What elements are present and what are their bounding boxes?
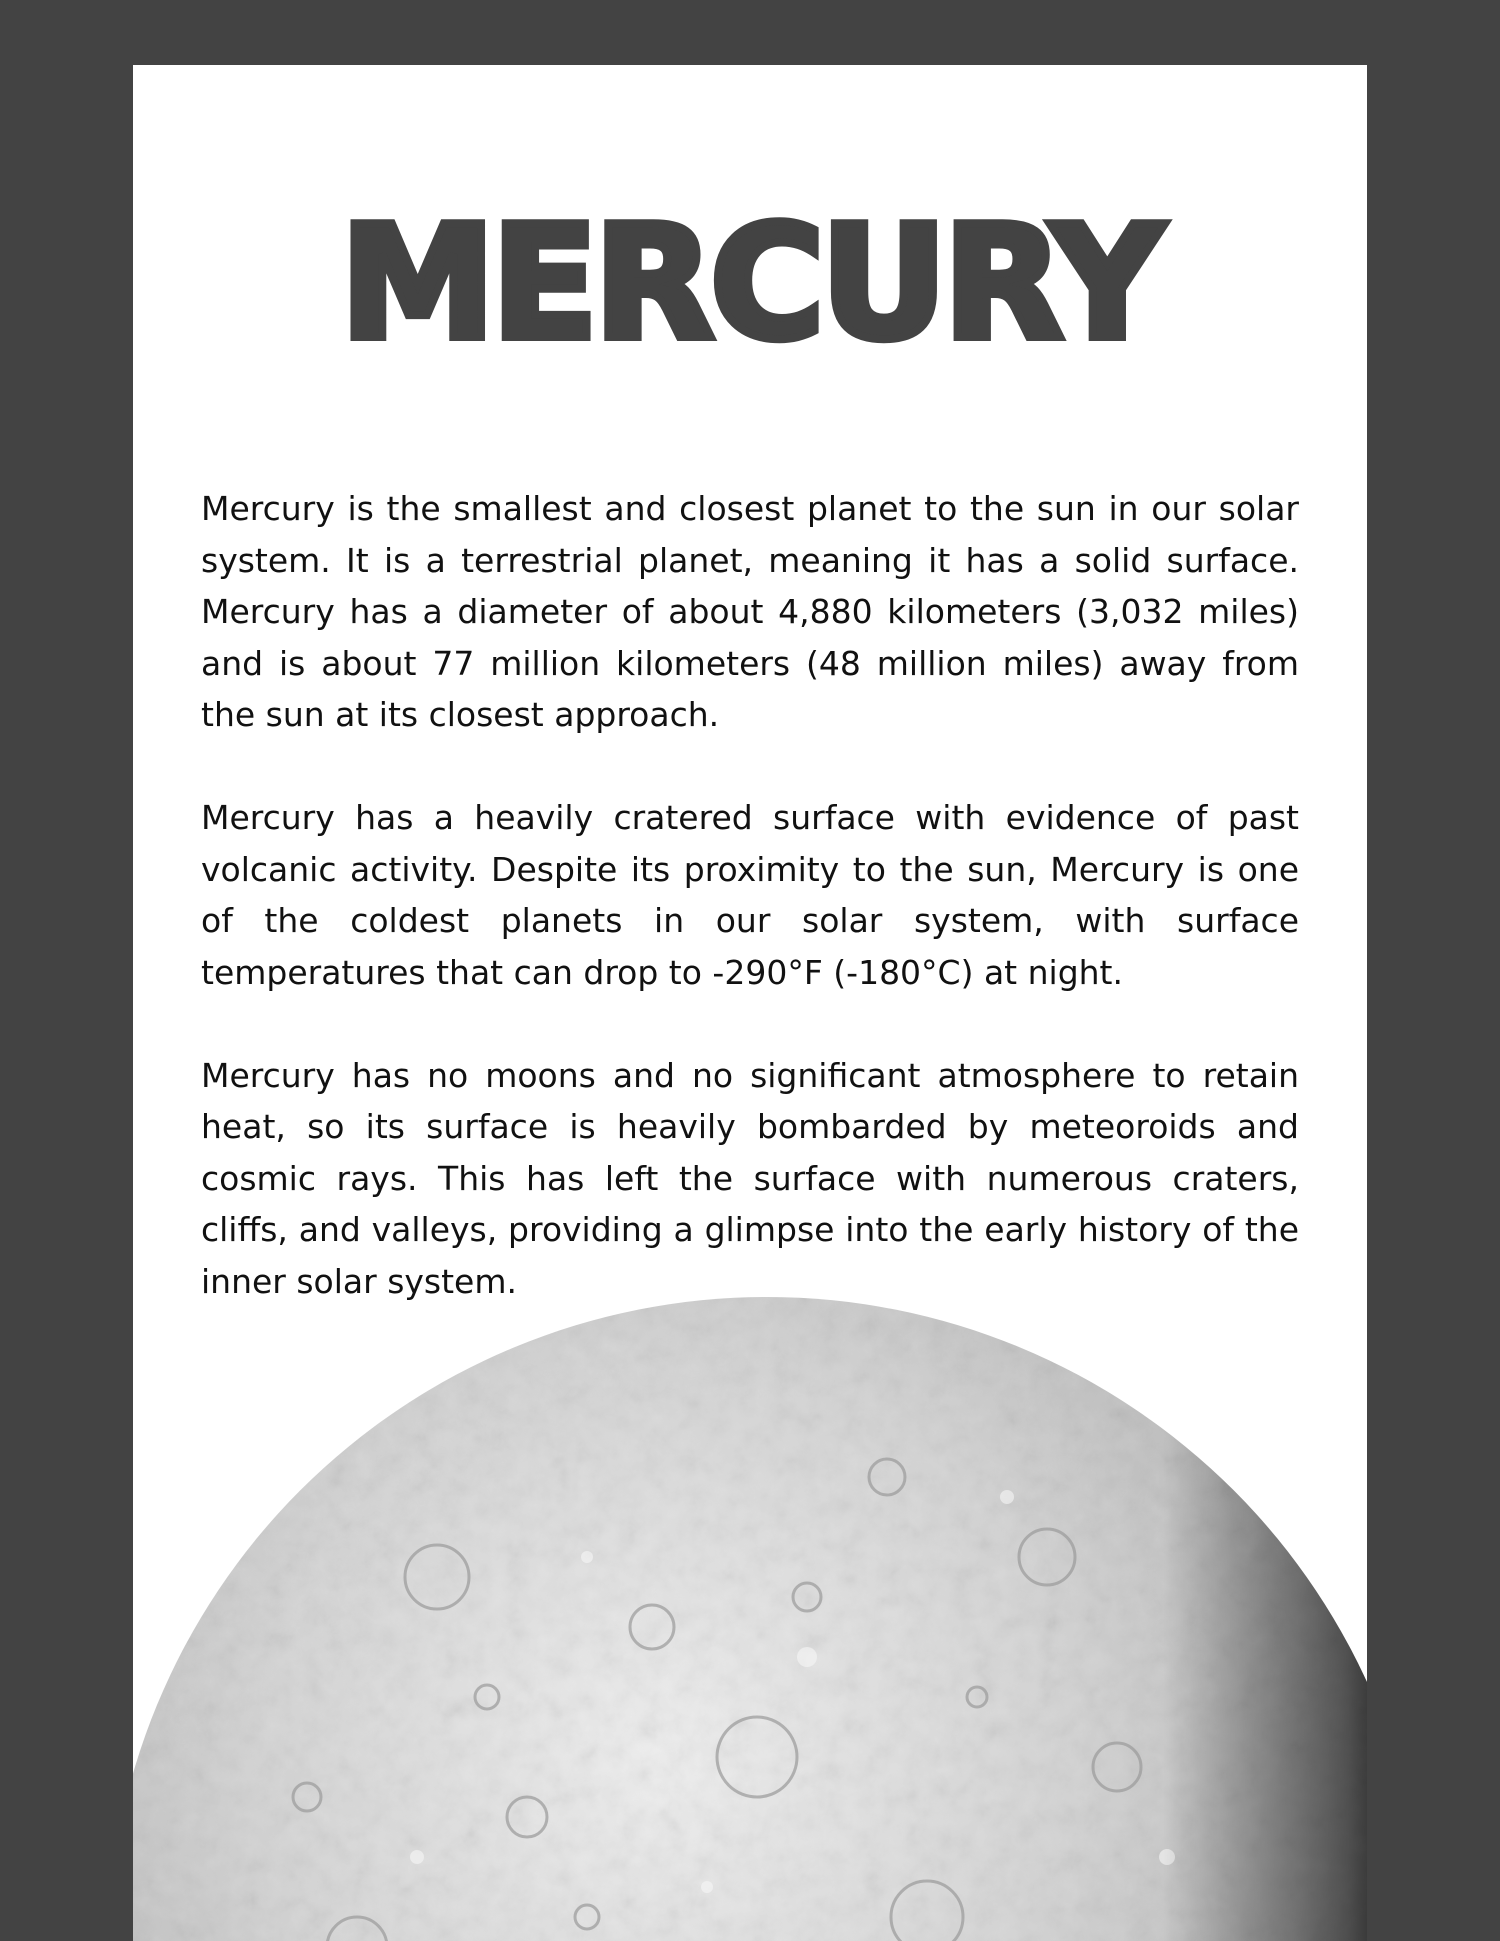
paragraph-intro: Mercury is the smallest and closest planet to the sun in our solar system. It is a terrestrial planet, meaning it has a solid surface. Mercury has a diameter of about 4,880 kilometers (3,032 miles) and is about 77 million kilometers (48 million miles) away from the sun at its closest approach. bbox=[201, 489, 1299, 734]
mercury-planet-image bbox=[133, 1297, 1367, 1941]
page-title: MERCURY bbox=[340, 192, 1160, 374]
article-body bbox=[201, 483, 1299, 1359]
document-page bbox=[133, 65, 1367, 1941]
mercury-planet-illustration bbox=[133, 1297, 1367, 1941]
paragraph-history: Mercury has no moons and no significant atmosphere to retain heat, so its surface is heavily bombarded by meteoroids and cosmic rays. This has left the surface with numerous craters, cliffs, and valleys, providing a glimpse into the early history of the inner solar system. bbox=[201, 1055, 1299, 1301]
paragraph-surface: Mercury has a heavily cratered surface with evidence of past volcanic activity. Despite its proximity to the sun, Mercury is one of the coldest planets in our solar system, with surface temperatures that can drop to -290°F (-180°C) at night. bbox=[201, 798, 1299, 992]
